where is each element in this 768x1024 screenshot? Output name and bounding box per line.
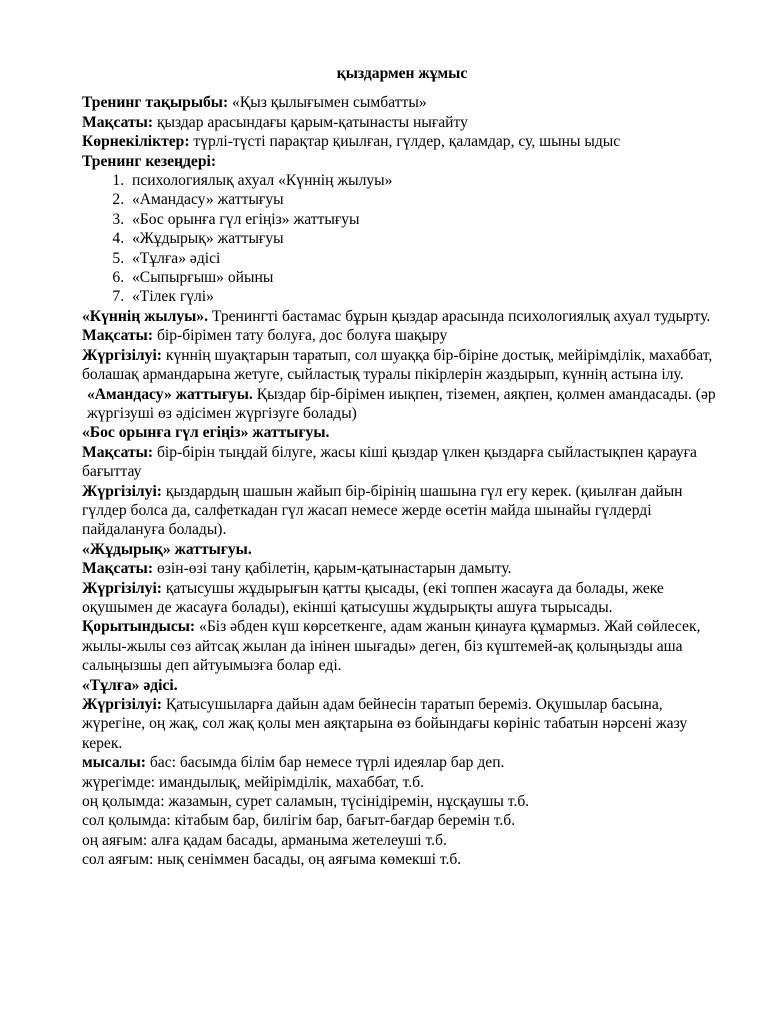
person-line: жүрегімде: имандылық, мейірімділік, махаббат, т.б. xyxy=(82,773,424,791)
list-item: 1. психологиялық ахуал «Күннің жылуы» xyxy=(128,171,722,190)
goal-line xyxy=(82,113,722,132)
visuals-line xyxy=(82,132,722,151)
list-item: 3. «Бос орынға гүл егіңіз» жаттығуы xyxy=(128,210,722,229)
flower-conduct: Жүргізілуі: қыздардың шашын жайып бір-бірінің шашына гүл егу керек. (қиылған дайын гүлдер болса да, салфеткадан гүл жасап немесе жерде өсетін майда шынайы гүлдерді пайдалануға болады). xyxy=(82,482,683,539)
sun-conduct: Жүргізілуі: күннің шуақтарын таратып, сол шуаққа бір-біріне достық, мейірімділік, махаббат, болашақ армандарына жетуге, сыйластық туралы пікірлерін жаздырып, күннің астына ілу. xyxy=(82,346,713,384)
list-item: 7. «Тілек гүлі» xyxy=(128,287,722,306)
stages-list xyxy=(82,171,722,307)
list-item: 5. «Тұлға» әдісі xyxy=(128,249,722,268)
person-conduct: Жүргізілуі: Қатысушыларға дайын адам бейнесін таратып береміз. Оқушылар басына, жүрегіне, оң жақ, сол жақ қолы мен аяқтарына өз бойындағы көрініс табатын нәрсені жазу керек. xyxy=(82,696,688,752)
topic-label: Тренинг тақырыбы: xyxy=(82,94,229,112)
flower-goal: Мақсаты: бір-бірін тыңдай білуге, жасы кіші қыздар үлкен қыздарға сыйластықпен қарауға бағыттау xyxy=(82,443,697,481)
visuals-label: Көрнекіліктер: xyxy=(82,133,190,151)
person-line: сол аяғым: нық сеніммен басады, оң аяғыма көмекші т.б. xyxy=(82,851,462,869)
goal-text: қыздар арасындағы қарым-қатынасты нығайту xyxy=(153,113,468,131)
sun-goal: Мақсаты: бір-бірімен тату болуға, дос болуға шақыру xyxy=(82,327,448,345)
topic-line xyxy=(82,93,722,112)
fist-result: Қорытындысы: «Біз әбден күш көрсеткенге, адам жанын қинауға құмармыз. Жай сөйлесек, жылы-жылы сөз айтсақ жылан да інінен шығады» деген, біз күштемей-ақ қолыңызды аша салыңызшы деп айтуымызға болар еді. xyxy=(82,618,701,675)
person-example: мысалы: бас: басымда білім бар немесе түрлі идеялар бар деп. xyxy=(82,754,505,772)
person-heading: «Тұлға» әдісі. xyxy=(82,676,178,694)
fist-conduct: Жүргізілуі: қатысушы жұдырығын қатты қысады, (екі топпен жасауға да болады, жеке оқушымен де жасауға болады), екінші қатысушы жұдырықты ашуға тырысады. xyxy=(82,579,664,616)
sun-text: Тренингті бастамас бұрын қыздар арасында психологиялық ахуал тудырту. xyxy=(207,307,711,325)
stages-heading: Тренинг кезеңдері: xyxy=(82,152,217,170)
topic-text: «Қыз қылығымен сымбатты» xyxy=(228,94,427,112)
person-line: оң қолымда: жазамын, сурет саламын, түсінідіремін, нұсқаушы т.б. xyxy=(82,793,530,811)
person-line: оң аяғым: алға қадам басады, арманыма жетелеуші т.б. xyxy=(82,831,447,849)
visuals-text: түрлі-түсті парақтар қиылған, гүлдер, қаламдар, су, шыны ыдыс xyxy=(189,133,621,151)
greet-text: Қыздар бір-бірімен иықпен, тіземен, аяқпен, қолмен амандасады. (әр жүргізуші өз әдісімен жүргізуге болады) xyxy=(87,385,716,422)
greet-section xyxy=(82,385,722,424)
document-body xyxy=(82,64,722,870)
list-item: 2. «Амандасу» жаттығуы xyxy=(128,190,722,209)
goal-label: Мақсаты: xyxy=(82,113,154,131)
person-line: сол қолымда: кітабым бар, билігім бар, бағыт-бағдар беремін т.б. xyxy=(82,812,516,830)
list-item: 6. «Сыпырғыш» ойыны xyxy=(128,268,722,287)
greet-heading: «Амандасу» жаттығуы. xyxy=(87,385,253,403)
fist-heading: «Жұдырық» жаттығуы. xyxy=(82,540,252,558)
sun-heading: «Күннің жылуы». xyxy=(82,307,208,325)
flower-heading: «Бос орынға гүл егіңіз» жаттығуы. xyxy=(82,424,330,442)
document-title: қыздармен жұмыс xyxy=(336,65,468,82)
fist-goal: Мақсаты: өзін-өзі тану қабілетін, қарым-қатынастарын дамыту. xyxy=(82,560,512,578)
sun-section-intro xyxy=(82,307,722,326)
list-item: 4. «Жұдырық» жаттығуы xyxy=(128,229,722,248)
